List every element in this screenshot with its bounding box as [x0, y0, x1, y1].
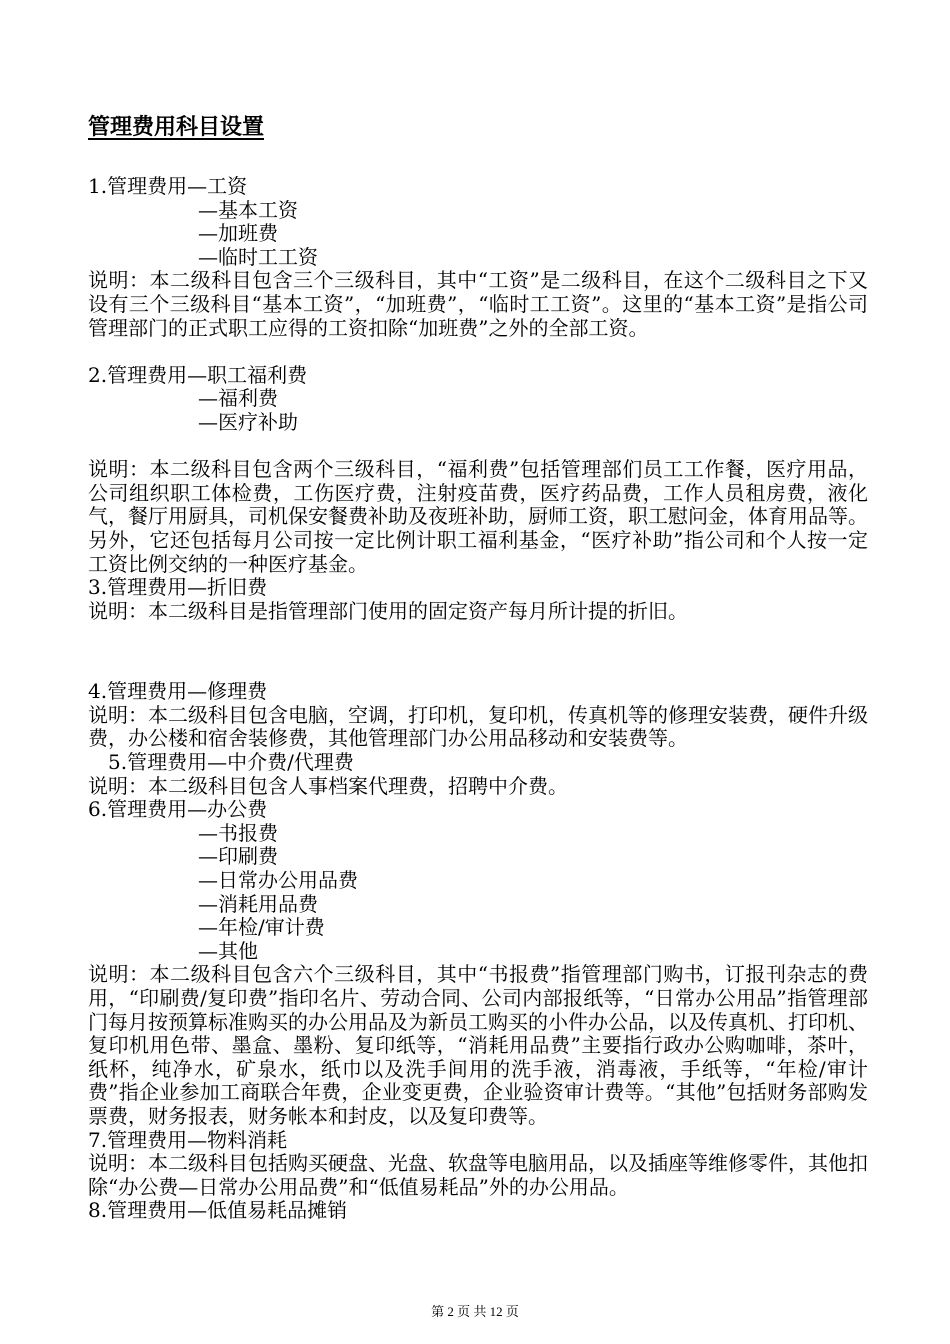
section-1-sub-1: —基本工资: [198, 197, 298, 222]
section-7-heading: 7.管理费用—物料消耗: [88, 1127, 288, 1152]
section-3-heading: 3.管理费用—折旧费: [88, 575, 268, 600]
document-body: [88, 175, 868, 1223]
section-7-note: 说明：本二级科目包括购买硬盘、光盘、软盘等电脑用品，以及插座等维修零件，其他扣除“办公费—日常办公用品费”和“低值易耗品”外的办公用品。: [88, 1151, 868, 1199]
section-6-sub-3: —日常办公用品费: [198, 868, 358, 893]
section-4-note: 说明：本二级科目包含电脑，空调，打印机，复印机，传真机等的修理安装费，硬件升级费，办公楼和宿舍装修费，其他管理部门办公用品移动和安装费等。: [88, 702, 868, 751]
section-4-heading: 4.管理费用—修理费: [88, 679, 268, 704]
section-1-sub-2: —加班费: [198, 221, 278, 246]
section-1-sub-3: —临时工工资: [198, 244, 318, 269]
section-6-sub-6: —其他: [198, 938, 258, 963]
page-footer: 第 2 页 共 12 页: [431, 1304, 519, 1319]
section-6-sub-2: —印刷费: [198, 844, 278, 869]
section-3-note: 说明：本二级科目是指管理部门使用的固定资产每月所计提的折旧。: [88, 598, 688, 623]
section-1-note: 说明：本二级科目包含三个三级科目，其中“工资”是二级科目，在这个二级科目之下又设有三个三级科目“基本工资”，“加班费”，“临时工工资”。这里的“基本工资”是指公司管理部门的正式职工应得的工资扣除“加班费”之外的全部工资。: [88, 268, 868, 340]
section-6-heading: 6.管理费用—办公费: [88, 797, 268, 822]
section-2-sub-1: —福利费: [198, 386, 278, 411]
section-8-heading: 8.管理费用—低值易耗品摊销: [88, 1198, 348, 1223]
document-title: 管理费用科目设置: [88, 115, 265, 140]
section-6-sub-4: —消耗用品费: [198, 891, 318, 916]
section-5-note: 说明：本二级科目包含人事档案代理费，招聘中介费。: [88, 773, 568, 798]
section-2-heading: 2.管理费用—职工福利费: [88, 362, 308, 387]
section-6-sub-5: —年检/审计费: [198, 915, 325, 940]
section-6-sub-1: —书报费: [198, 820, 278, 845]
section-6-note: 说明：本二级科目包含六个三级科目，其中“书报费”指管理部门购书，订报刊杂志的费用，“印刷费/复印费”指印名片、劳动合同、公司内部报纸等，“日常办公用品”指管理部门每月按预算标准购买的办公用品及为新员工购买的小件办公品，以及传真机、打印机、复印机用色带、墨盒、墨粉、复印纸等，“消耗用品费”主要指行政办公购咖啡，茶叶，纸杯，纯净水，矿泉水，纸巾以及洗手间用的洗手液，消毒液，手纸等，“年检/审计费”指企业参加工商联合年费，企业变更费，企业验资审计费等。“其他”包括财务部购发票费，财务报表，财务帐本和封皮，以及复印费等。: [88, 962, 868, 1128]
section-2-note: 说明：本二级科目包含两个三级科目，“福利费”包括管理部们员工工作餐，医疗用品，公司组织职工体检费，工伤医疗费，注射疫苗费，医疗药品费，工作人员租房费，液化气，餐厅用厨具，司机保安餐费补助及夜班补助，厨师工资，职工慰问金，体育用品等。另外，它还包括每月公司按一定比例计职工福利基金，“医疗补助”指公司和个人按一定工资比例交纳的一种医疗基金。: [88, 457, 868, 576]
section-1-heading: 1.管理费用—工资: [88, 174, 248, 198]
section-5-heading: 5.管理费用—中介费/代理费: [108, 750, 354, 775]
section-2-sub-2: —医疗补助: [198, 409, 298, 434]
